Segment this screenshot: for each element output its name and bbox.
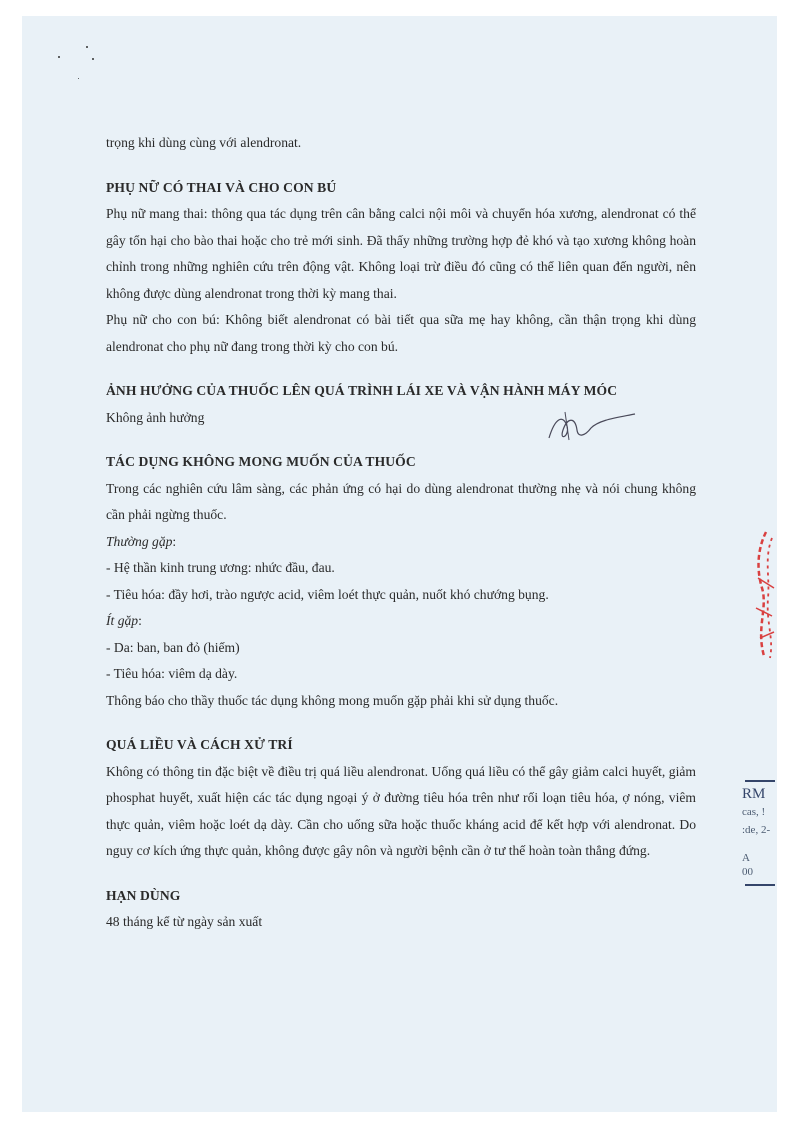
document-body [106,130,696,936]
red-stamp-fragment [748,528,778,663]
heading-shelf-life: HẠN DÙNG [106,887,181,903]
shelf-life-text: 48 tháng kể từ ngày sản xuất [106,914,263,929]
overdose-text: Không có thông tin đặc biệt về điều trị quá liều alendronat. Uống quá liều có thể gây giảm calci huyết, giảm phosphat huyết, xuất hiện các tác dụng ngoại ý ở đường tiêu hóa trên như rối loạn tiêu hóa, ợ nóng, viêm thực quản, viêm hoặc loét dạ dày. Cần cho uống sữa hoặc thuốc kháng acid để kết hợp với alendronat. Do nguy cơ kích ứng thực quản, không được gây nôn và người bệnh cần ở tư thế hoàn toàn thẳng đứng. [106,763,696,858]
margin-rule [745,780,775,782]
rare-item: - Tiêu hóa: viêm dạ dày. [106,666,238,681]
signature-scribble [545,408,640,448]
intro-line: trọng khi dùng cùng với alendronat. [106,135,302,150]
heading-driving: ẢNH HƯỞNG CỦA THUỐC LÊN QUÁ TRÌNH LÁI XE VÀ VẬN HÀNH MÁY MÓC [106,383,618,398]
rare-item: - Da: ban, ban đỏ (hiếm) [106,639,240,655]
pregnancy-paragraph-1: Phụ nữ mang thai: thông qua tác dụng trên cân bằng calci nội môi và chuyển hóa xương, alendronat có thể gây tổn hại cho bào thai hoặc cho trẻ mới sinh. Đã thấy những trường hợp đẻ khó và tạo xương không hoàn chỉnh trong những nghiên cứu trên động vật. Không loại trừ điều đó cũng có thể liên quan đến người, nên không được dùng alendronat trong thời kỳ mang thai. [106,206,696,301]
scan-speck [78,78,79,79]
heading-overdose: QUÁ LIỀU VÀ CÁCH XỬ TRÍ [106,737,293,752]
scan-speck [92,58,94,60]
common-label-line: Thường gặp: [106,533,177,549]
margin-fragment: RM [742,786,766,802]
heading-side-effects: TÁC DỤNG KHÔNG MONG MUỐN CỦA THUỐC [106,454,416,469]
rare-label: Ít gặp [106,613,139,628]
common-item: - Hệ thần kinh trung ương: nhức đầu, đau. [106,560,335,575]
scan-speck [58,56,60,58]
common-item: - Tiêu hóa: đầy hơi, trào ngược acid, viêm loét thực quản, nuốt khó chướng bụng. [106,586,549,602]
driving-text: Không ảnh hưởng [106,409,205,425]
common-label: Thường gặp [106,533,173,549]
margin-rule [745,884,775,886]
side-effects-notice: Thông báo cho thầy thuốc tác dụng không mong muốn gặp phải khi sử dụng thuốc. [106,692,559,708]
scan-speck [86,46,88,48]
rare-label-line: Ít gặp: [106,613,142,628]
side-effects-intro: Trong các nghiên cứu lâm sàng, các phản ứng có hại do dùng alendronat thường nhẹ và nói chung không cần phải ngừng thuốc. [106,480,696,522]
margin-fragment: A [742,852,750,864]
pregnancy-paragraph-2: Phụ nữ cho con bú: Không biết alendronat có bài tiết qua sữa mẹ hay không, cần thận trọng khi dùng alendronat cho phụ nữ đang trong thời kỳ cho con bú. [106,312,696,354]
margin-fragment: 00 [742,866,753,878]
margin-fragment: :de, 2- [742,824,771,836]
margin-fragment: cas, ! [742,806,766,818]
heading-pregnancy: PHỤ NỮ CÓ THAI VÀ CHO CON BÚ [106,179,337,195]
